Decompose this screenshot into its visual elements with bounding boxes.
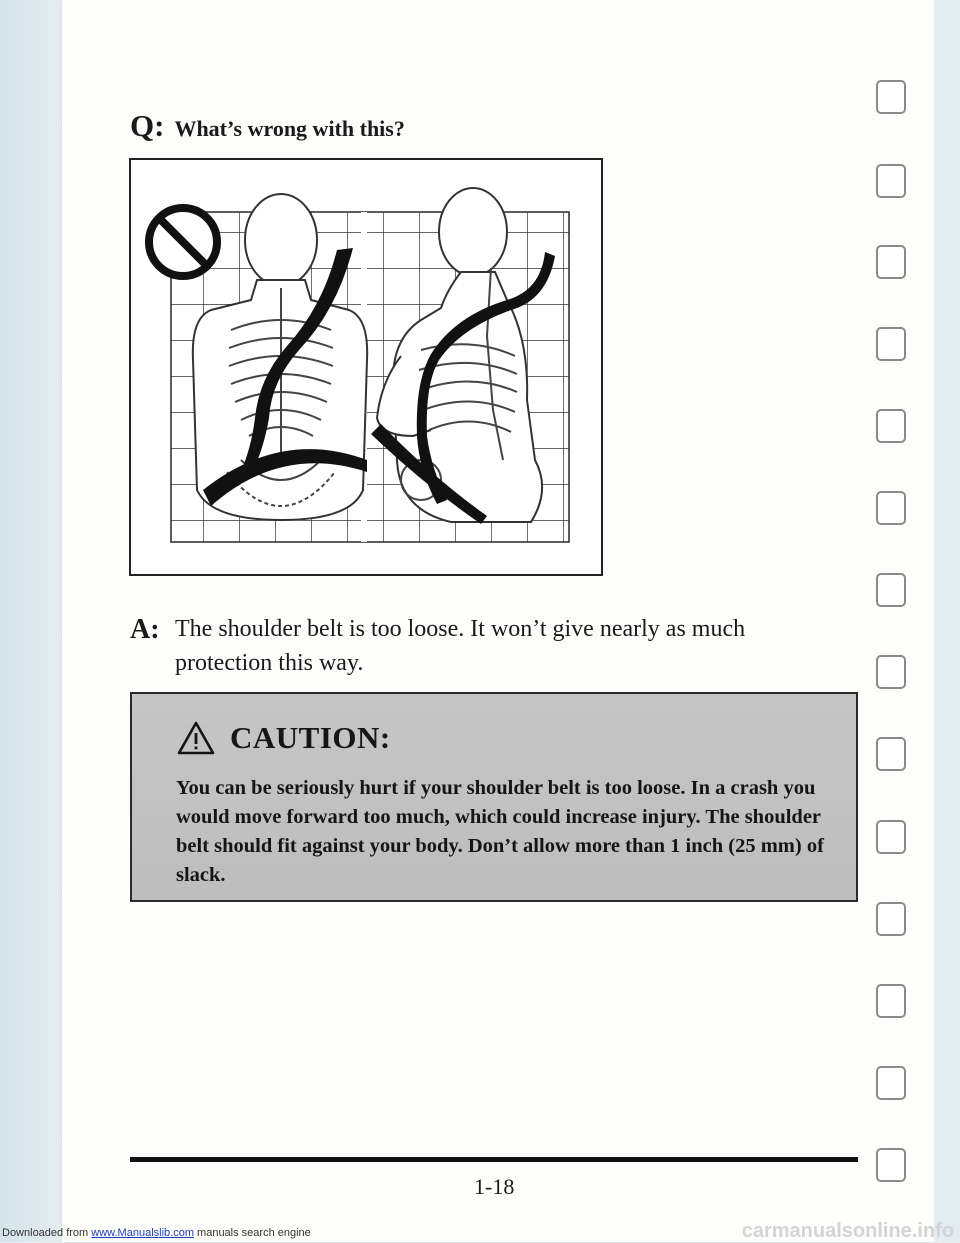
footer-prefix: Downloaded from: [2, 1227, 92, 1239]
page-tab-icon: [876, 327, 906, 361]
page-tab-icon: [876, 1148, 906, 1182]
page-tab-icon: [876, 573, 906, 607]
caution-box: [130, 692, 858, 902]
caution-header: [176, 720, 391, 756]
page-tab-icon: [876, 902, 906, 936]
page-tab-icon: [876, 737, 906, 771]
page-tab-icon: [876, 984, 906, 1018]
manualslib-link[interactable]: www.Manualslib.com: [91, 1227, 194, 1239]
seatbelt-illustration: [129, 158, 603, 576]
caution-title: CAUTION:: [230, 720, 391, 755]
page-tab-icon: [876, 1066, 906, 1100]
left-margin-strip: [0, 0, 62, 1242]
illustration-svg: [131, 160, 601, 574]
answer-letter: A:: [130, 614, 160, 645]
page-tab-icon: [876, 409, 906, 443]
answer-text: The shoulder belt is too loose. It won’t give nearly as much protection this way.: [175, 616, 746, 676]
footer-attribution: [2, 1227, 311, 1239]
footer-rule: [130, 1157, 858, 1162]
warning-triangle-icon: [176, 720, 216, 756]
question-letter: Q:: [130, 108, 165, 143]
page-tab-icon: [876, 245, 906, 279]
page-tab-icon: [876, 491, 906, 525]
page-tab-icon: [876, 655, 906, 689]
watermark: carmanualsonline.info: [741, 1220, 954, 1242]
page-tab-icon: [876, 164, 906, 198]
question-text: What’s wrong with this?: [174, 116, 405, 141]
footer-suffix: manuals search engine: [193, 1227, 311, 1239]
caution-text: You can be seriously hurt if your shoulder belt is too loose. In a crash you would move forward too much, which could increase injury. The shoulder belt should fit against your body. Don’t allow more than 1 inch (25 mm) of slack.: [176, 777, 824, 886]
page-tab-icon: [876, 820, 906, 854]
right-margin-strip: [934, 0, 960, 1242]
no-symbol-icon: [149, 208, 217, 276]
download-footer: [0, 1220, 960, 1242]
question-row: [130, 108, 405, 144]
page-number: 1-18: [474, 1174, 515, 1199]
page-tab-icon: [876, 80, 906, 114]
